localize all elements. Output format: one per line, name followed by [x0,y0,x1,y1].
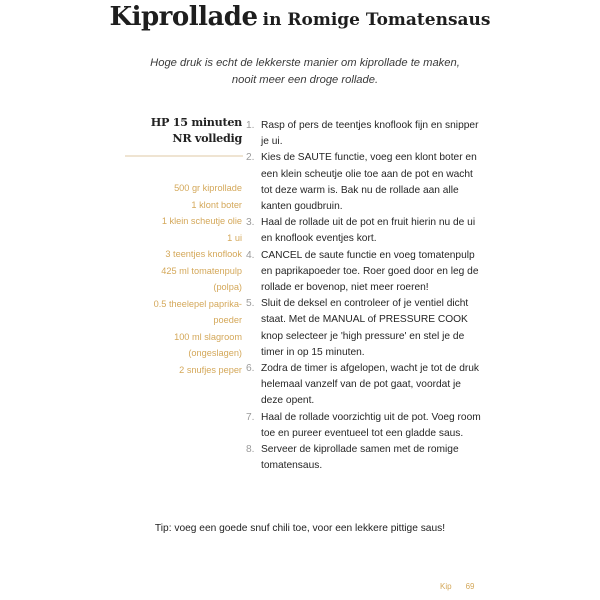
step-item [246,215,482,247]
step-number: 1. [246,120,255,131]
ingredient-item: (polpa) [213,282,242,292]
step-number: 4. [246,249,255,261]
step-number: 5. [246,298,255,310]
step-text: Serveer de kiprollade samen met de romige tomatensaus. [261,444,459,472]
step-text: Kies de SAUTE functie, voeg een klont boter en een klein scheutje olie toe aan de pot en wacht tot deze warm is. Bak nu de rollade aan alle kanten goudbruin. [261,152,477,213]
step-number: 7. [246,411,255,423]
page-footer [440,582,488,591]
ingredient-item: 1 klein scheutje olie [161,216,242,226]
step-number: 8. [246,444,255,456]
cooking-time [110,114,242,146]
step-text: CANCEL de saute functie en voeg tomatenpulp en paprikapoeder toe. Roer goed door en leg de rollade er bovenop, niet meer roeren! [261,249,479,294]
ingredient-item: 425 ml tomatenpulp [161,265,242,276]
step-item [246,442,482,474]
recipe-title-main: Kiprollade [109,2,258,32]
step-text: Zodra de timer is afgelopen, wacht je tot de druk helemaal vanzelf van de pot gaat, voordat je deze opent. [261,363,480,407]
step-text: Rasp of pers de teentjes knoflook fijn en snipper je ui. [261,120,479,148]
ingredient-list [110,180,242,378]
step-item [246,361,482,410]
ingredient-item: 100 ml slagroom [174,331,242,342]
ingredient-item: 500 gr kiprollade [174,183,242,193]
step-item [246,248,482,297]
ingredient-item: 3 teentjes knoflook [165,249,242,259]
intro-line: nooit meer een droge rollade. [231,74,379,86]
step-number: 2. [246,152,255,164]
intro-line: Hoge druk is echt de lekkerste manier om kiprollade te maken, [150,57,460,69]
recipe-title [0,2,600,32]
ingredient-item: 0.5 theelepel paprika- [153,298,242,309]
step-number: 3. [246,217,255,229]
ingredient-item: (ongeslagen) [188,348,242,358]
page-number: 69 [465,582,475,591]
high-pressure-time: HP 15 minuten [150,115,242,129]
ingredient-item: 2 snufjes peper [179,364,242,375]
ingredient-item: 1 klont boter [191,199,242,210]
recipe-tip: Tip: voeg een goede snuf chili toe, voor een lekkere pittige saus! [154,523,446,534]
step-item [246,296,482,361]
section-name: Kip [440,582,452,591]
step-text: Sluit de deksel en controleer of je ventiel dicht staat. Met de MANUAL of PRESSURE COOK knop selecteer je 'high pressure' en stel je de timer in op 15 minuten. [261,298,469,358]
step-number: 6. [246,363,255,375]
ingredient-item: 1 ui [227,232,242,243]
step-text: Haal de rollade uit de pot en fruit hierin nu de ui en knoflook eventjes kort. [261,217,476,245]
step-item [246,150,482,215]
step-list [246,118,482,474]
natural-release: NR volledig [172,131,242,145]
divider [125,155,243,157]
ingredient-item: poeder [213,315,242,325]
recipe-intro [150,55,460,89]
step-item [246,118,482,150]
recipe-title-sub: in Romige Tomatensaus [262,10,491,30]
step-item [246,410,482,442]
step-text: Haal de rollade voorzichtig uit de pot. Voeg room toe en pureer eventueel tot een gladde saus. [261,411,481,439]
